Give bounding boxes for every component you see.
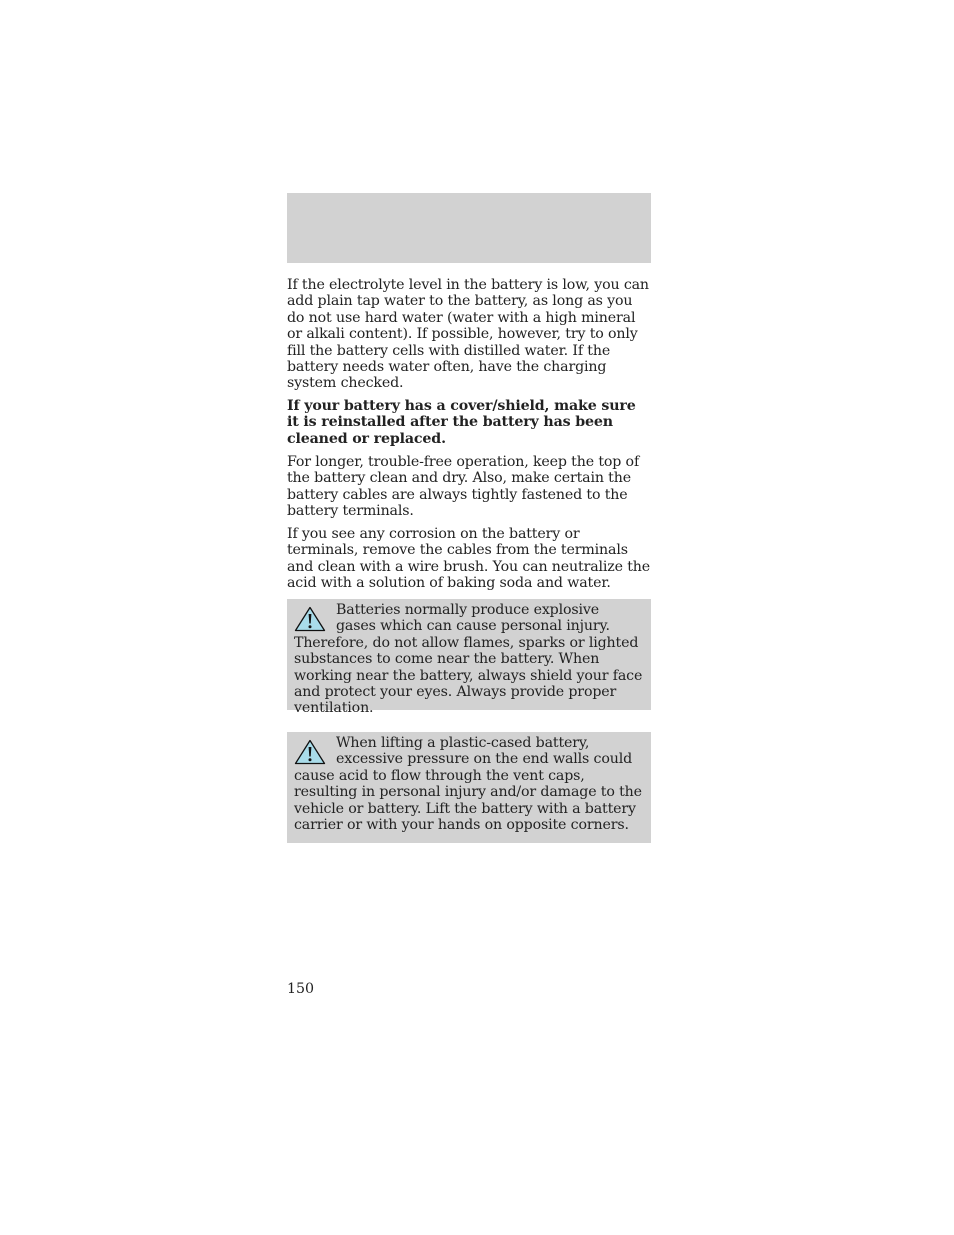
paragraph-cover-shield-notice: If your battery has a cover/shield, make sure it is reinstalled after the battery has been cleaned or replaced. (287, 397, 636, 447)
warning-text-explosive-gases: Batteries normally produce explosive gases which can cause personal injury. Therefore, do not allow flames, sparks or lighted substances to come near the battery. When working near the battery, always shield your face and protect your eyes. Always provide proper ventilation. (294, 602, 643, 717)
paragraph-corrosion: If you see any corrosion on the battery or terminals, remove the cables from the terminals and clean with a wire brush. You can neutralize the acid with a solution of baking soda and water. (287, 525, 651, 591)
warning-box-explosive-gases (287, 599, 651, 717)
paragraph-electrolyte: If the electrolyte level in the battery is low, you can add plain tap water to the battery, as long as you do not use hard water (water with a high mineral or alkali content). If possible, however, try to only fill the battery cells with distilled water. If the battery needs water often, have the charging system checked. (287, 277, 649, 392)
body-text (287, 277, 651, 597)
warning-triangle-icon (294, 606, 326, 632)
page-number: 150 (287, 981, 315, 997)
section-header-band (287, 193, 651, 263)
warning-triangle-icon (294, 739, 326, 765)
warning-box-lifting-battery (287, 732, 651, 843)
warning-text-lifting-battery: When lifting a plastic-cased battery, excessive pressure on the end walls could cause acid to flow through the vent caps, resulting in personal injury and/or damage to the vehicle or battery. Lift the battery with a battery carrier or with your hands on opposite corners. (294, 735, 642, 834)
paragraph-clean-dry: For longer, trouble-free operation, keep the top of the battery clean and dry. Also, make certain the battery cables are always tightly fastened to the battery terminals. (287, 454, 640, 520)
